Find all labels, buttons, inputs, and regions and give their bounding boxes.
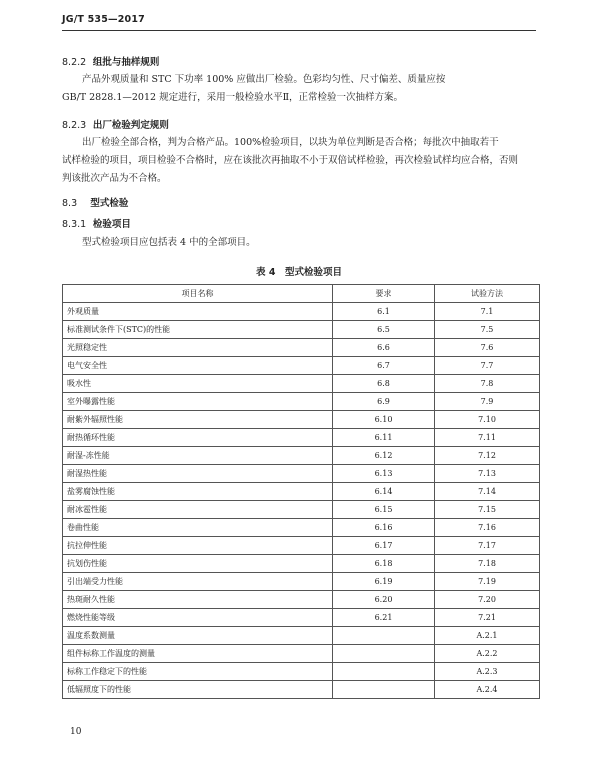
requirement-cell [333,681,435,699]
test-method-cell: 7.18 [435,555,540,573]
section-8-2-3-paragraph [62,134,540,188]
table-row [63,393,540,411]
table-row [63,465,540,483]
test-method-cell: 7.21 [435,609,540,627]
table-row [63,321,540,339]
requirement-cell: 6.12 [333,447,435,465]
item-name-cell: 标准测试条件下(STC)的性能 [63,321,333,339]
section-8-2-3-heading [62,117,169,131]
requirement-cell [333,663,435,681]
section-title: 出厂检验判定规则 [92,120,169,131]
table-row [63,609,540,627]
item-name-cell: 低辐照度下的性能 [63,681,333,699]
requirement-cell: 6.8 [333,375,435,393]
table-row [63,447,540,465]
test-method-cell: 7.12 [435,447,540,465]
section-title: 型式检验 [90,198,129,209]
table-row [63,357,540,375]
table-row [63,591,540,609]
item-name-cell: 室外曝露性能 [63,393,333,411]
section-8-3-1-paragraph [62,234,540,252]
header-rule [62,30,536,31]
table-row [63,501,540,519]
paragraph-line: 出厂检验全部合格，判为合格产品。100%检验项目，以块为单位判断是否合格；每批次中抽取若干 [82,137,499,148]
requirement-cell: 6.21 [333,609,435,627]
item-name-cell: 引出端受力性能 [63,573,333,591]
page-number: 10 [70,727,82,737]
test-method-cell: 7.20 [435,591,540,609]
requirement-cell: 6.1 [333,303,435,321]
requirement-cell: 6.10 [333,411,435,429]
table-row [63,483,540,501]
test-method-cell: 7.17 [435,537,540,555]
requirement-cell: 6.5 [333,321,435,339]
requirement-cell: 6.19 [333,573,435,591]
table-row [63,375,540,393]
requirement-cell: 6.20 [333,591,435,609]
section-number: 8.2.2 [62,57,87,68]
test-method-cell: 7.5 [435,321,540,339]
item-name-cell: 耐湿-冻性能 [63,447,333,465]
item-name-cell: 耐冰雹性能 [63,501,333,519]
table-row [63,519,540,537]
table-header-row [63,285,540,303]
requirement-cell [333,645,435,663]
test-method-cell: 7.1 [435,303,540,321]
table-row [63,681,540,699]
item-name-cell: 热斑耐久性能 [63,591,333,609]
section-title: 组批与抽样规则 [92,57,160,68]
requirement-cell: 6.15 [333,501,435,519]
item-name-cell: 卷曲性能 [63,519,333,537]
section-number: 8.2.3 [62,120,87,131]
requirement-cell: 6.6 [333,339,435,357]
test-method-cell: 7.9 [435,393,540,411]
item-name-cell: 盐雾腐蚀性能 [63,483,333,501]
section-title: 检验项目 [92,219,131,230]
item-name-cell: 耐热循环性能 [63,429,333,447]
section-number: 8.3.1 [62,219,87,230]
table-row [63,429,540,447]
table-row [63,303,540,321]
item-name-cell: 电气安全性 [63,357,333,375]
requirement-cell [333,627,435,645]
table-row [63,555,540,573]
section-8-3-1-heading [62,216,131,230]
test-method-cell: 7.10 [435,411,540,429]
requirement-cell: 6.13 [333,465,435,483]
requirement-cell: 6.18 [333,555,435,573]
test-method-cell: 7.13 [435,465,540,483]
test-method-cell: 7.11 [435,429,540,447]
item-name-cell: 光照稳定性 [63,339,333,357]
test-method-cell: A.2.3 [435,663,540,681]
requirement-cell: 6.11 [333,429,435,447]
standard-code-header: JG/T 535—2017 [62,14,145,25]
item-name-cell: 抗拉伸性能 [63,537,333,555]
table-row [63,663,540,681]
section-number: 8.3 [62,198,78,209]
paragraph-line: 型式检验项目应包括表 4 中的全部项目。 [82,237,256,248]
column-header-requirement: 要求 [333,285,435,303]
paragraph-line: 判该批次产品为不合格。 [62,173,167,184]
item-name-cell: 标称工作稳定下的性能 [63,663,333,681]
table-row [63,537,540,555]
paragraph-line: 试样检验的项目，项目检验不合格时，应在该批次再抽取不小于双倍试样检验，再次检验试样均应合格，否则 [62,155,519,166]
table-row [63,627,540,645]
type-test-items-table [62,284,540,699]
test-method-cell: 7.7 [435,357,540,375]
test-method-cell: A.2.1 [435,627,540,645]
requirement-cell: 6.17 [333,537,435,555]
item-name-cell: 外观质量 [63,303,333,321]
test-method-cell: 7.19 [435,573,540,591]
test-method-cell: 7.16 [435,519,540,537]
requirement-cell: 6.7 [333,357,435,375]
item-name-cell: 耐紫外辐照性能 [63,411,333,429]
section-8-3-heading [62,195,128,209]
section-8-2-2-heading [62,54,159,68]
item-name-cell: 耐湿热性能 [63,465,333,483]
requirement-cell: 6.16 [333,519,435,537]
table-row [63,339,540,357]
requirement-cell: 6.9 [333,393,435,411]
item-name-cell: 温度系数测量 [63,627,333,645]
column-header-item-name: 项目名称 [63,285,333,303]
test-method-cell: 7.6 [435,339,540,357]
table-row [63,411,540,429]
item-name-cell: 组件标称工作温度的测量 [63,645,333,663]
test-method-cell: 7.15 [435,501,540,519]
paragraph-line: GB/T 2828.1—2012 规定进行，采用一般检验水平Ⅱ，正常检验一次抽样方案。 [62,92,404,103]
table-row [63,573,540,591]
test-method-cell: A.2.2 [435,645,540,663]
table-row [63,645,540,663]
test-method-cell: 7.8 [435,375,540,393]
requirement-cell: 6.14 [333,483,435,501]
test-method-cell: A.2.4 [435,681,540,699]
item-name-cell: 吸水性 [63,375,333,393]
paragraph-line: 产品外观质量和 STC 下功率 100% 应做出厂检验。色彩均匀性、尺寸偏差、质量应按 [82,74,446,85]
table-caption: 表 4 型式检验项目 [256,267,342,278]
column-header-test-method: 试验方法 [435,285,540,303]
item-name-cell: 抗划伤性能 [63,555,333,573]
item-name-cell: 燃烧性能等级 [63,609,333,627]
section-8-2-2-paragraph [62,71,540,107]
test-method-cell: 7.14 [435,483,540,501]
